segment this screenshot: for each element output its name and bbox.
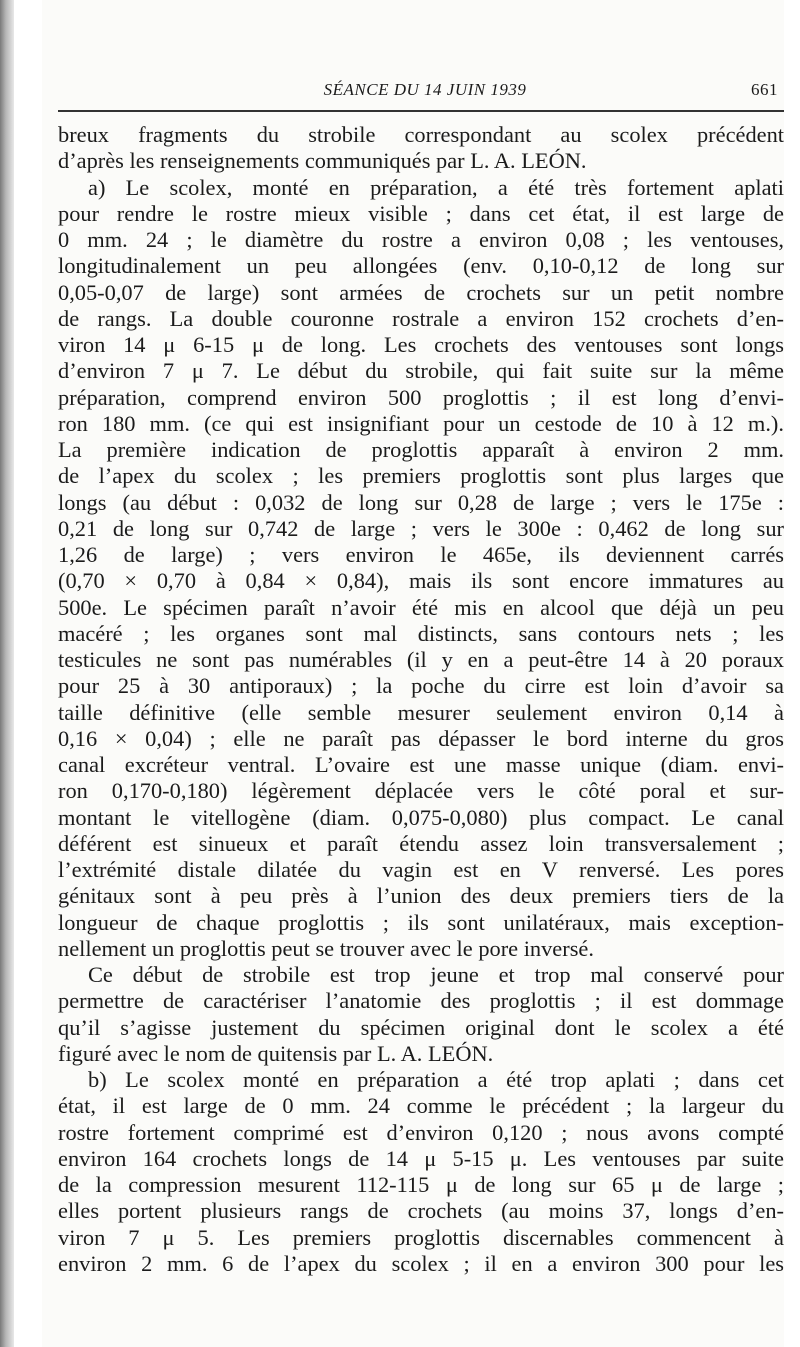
text-line: longueur de chaque proglottis ; ils sont unilatéraux, mais exception- bbox=[58, 909, 784, 935]
text-line: canal excréteur ventral. L’ovaire est une masse unique (diam. envi- bbox=[58, 752, 784, 777]
body-text bbox=[58, 122, 784, 1277]
text-line: 0,05-0,07 de large) sont armées de crochets sur un petit nombre bbox=[58, 279, 784, 305]
text-line: environ 164 crochets longs de 14 μ 5-15 μ. Les ventouses par suite bbox=[58, 1145, 784, 1171]
page-binding-edge bbox=[0, 0, 14, 1347]
text-line: l’extrémité distale dilatée du vagin est en V renversé. Les pores bbox=[58, 857, 784, 882]
text-line: longs (au début : 0,032 de long sur 0,28 de large ; vers le 175e : bbox=[58, 489, 784, 515]
text-line: pour rendre le rostre mieux visible ; dans cet état, il est large de bbox=[58, 200, 784, 226]
text-line: 0,16 × 0,04) ; elle ne paraît pas dépasser le bord interne du gros bbox=[58, 725, 784, 751]
text-line: déférent est sinueux et paraît étendu assez loin transversalement ; bbox=[58, 830, 784, 856]
text-line: b) Le scolex monté en préparation a été trop aplati ; dans cet bbox=[88, 1067, 784, 1092]
page-number: 661 bbox=[751, 80, 778, 99]
text-line: a) Le scolex, monté en préparation, a été très fortement aplati bbox=[88, 174, 784, 200]
text-line: préparation, comprend environ 500 proglottis ; il est long d’envi- bbox=[58, 384, 784, 410]
running-head bbox=[62, 80, 788, 102]
text-line: viron 7 μ 5. Les premiers proglottis discernables commencent à bbox=[58, 1224, 784, 1250]
text-line: macéré ; les organes sont mal distincts, sans contours nets ; les bbox=[58, 620, 784, 646]
header-rule bbox=[58, 110, 784, 112]
text-line: taille définitive (elle semble mesurer seulement environ 0,14 à bbox=[58, 699, 784, 725]
text-line: pour 25 à 30 antiporaux) ; la poche du cirre est loin d’avoir sa bbox=[58, 673, 784, 699]
text-line: d’environ 7 μ 7. Le début du strobile, qui fait suite sur la même bbox=[58, 358, 784, 384]
text-line: 0 mm. 24 ; le diamètre du rostre a environ 0,08 ; les ventouses, bbox=[58, 227, 784, 252]
text-line: elles portent plusieurs rangs de crochets (au moins 37, longs d’en- bbox=[58, 1198, 784, 1224]
text-line: d’après les renseignements communiqués par L. A. LEÓN. bbox=[58, 148, 587, 174]
text-line: breux fragments du strobile correspondant au scolex précédent bbox=[58, 122, 784, 147]
text-line: 500e. Le spécimen paraît n’avoir été mis en alcool que déjà un peu bbox=[58, 594, 784, 620]
text-line: ron 0,170-0,180) légèrement déplacée vers le côté poral et sur- bbox=[58, 778, 784, 804]
text-line: de l’apex du scolex ; les premiers proglottis sont plus larges que bbox=[58, 463, 784, 489]
running-head-title: SÉANCE DU 14 JUIN 1939 bbox=[323, 80, 527, 99]
text-line: rostre fortement comprimé est d’environ 0,120 ; nous avons compté bbox=[58, 1119, 784, 1145]
text-line: Ce début de strobile est trop jeune et trop mal conservé pour bbox=[88, 962, 784, 987]
text-line: de la compression mesurent 112-115 μ de long sur 65 μ de large ; bbox=[58, 1172, 784, 1197]
text-line: longitudinalement un peu allongées (env. 0,10-0,12 de long sur bbox=[58, 253, 784, 279]
text-line: 1,26 de large) ; vers environ le 465e, ils deviennent carrés bbox=[58, 542, 784, 567]
text-line: génitaux sont à peu près à l’union des deux premiers tiers de la bbox=[58, 883, 784, 909]
text-line: testicules ne sont pas numérables (il y en a peut-être 14 à 20 poraux bbox=[58, 647, 784, 672]
text-line: état, il est large de 0 mm. 24 comme le précédent ; la largeur du bbox=[58, 1093, 784, 1119]
text-line: ron 180 mm. (ce qui est insignifiant pour un cestode de 10 à 12 m.). bbox=[58, 410, 784, 436]
text-line: de rangs. La double couronne rostrale a environ 152 crochets d’en- bbox=[58, 305, 784, 331]
text-line: viron 14 μ 6-15 μ de long. Les crochets des ventouses sont longs bbox=[58, 332, 784, 357]
text-line: figuré avec le nom de quitensis par L. A. LEÓN. bbox=[58, 1040, 494, 1066]
text-line: (0,70 × 0,70 à 0,84 × 0,84), mais ils sont encore immatures au bbox=[58, 568, 784, 594]
text-line: montant le vitellogène (diam. 0,075-0,080) plus compact. Le canal bbox=[58, 804, 784, 830]
text-line: qu’il s’agisse justement du spécimen original dont le scolex a été bbox=[58, 1014, 784, 1040]
text-line: La première indication de proglottis apparaît à environ 2 mm. bbox=[58, 437, 784, 462]
text-line: 0,21 de long sur 0,742 de large ; vers le 300e : 0,462 de long sur bbox=[58, 515, 784, 541]
text-line: nellement un proglottis peut se trouver avec le pore inversé. bbox=[58, 935, 594, 961]
text-line: environ 2 mm. 6 de l’apex du scolex ; il en a environ 300 pour les bbox=[58, 1250, 784, 1276]
text-line: permettre de caractériser l’anatomie des proglottis ; il est dommage bbox=[58, 988, 784, 1014]
